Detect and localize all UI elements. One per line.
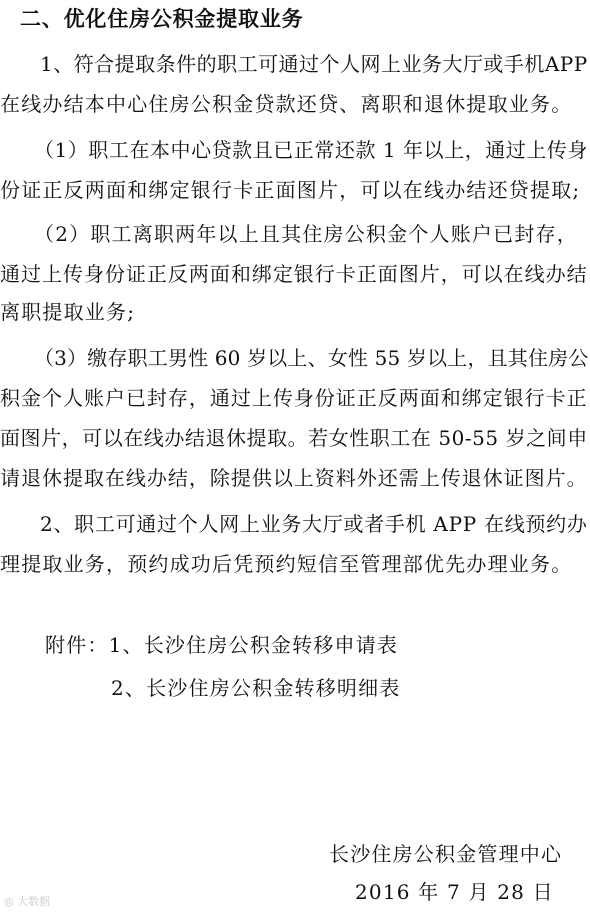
issue-date: 2016 年 7 月 28 日 [355, 880, 554, 904]
sub-item-2-line-1: （2）职工离职两年以上且其住房公积金个人账户已封存， [34, 222, 578, 246]
attachment-2: 2、长沙住房公积金转移明细表 [111, 676, 401, 700]
sub-item-2-line-3: 离职提取业务; [0, 300, 136, 324]
sub-item-1-line-2: 份证正反两面和绑定银行卡正面图片，可以在线办结还贷提取; [0, 178, 581, 202]
item-2-line-2: 理提取业务，预约成功后凭预约短信至管理部优先办理业务。 [0, 552, 573, 576]
watermark-text: 大数据 [17, 895, 51, 908]
sub-item-3-line-4: 请退休提取在线办结，除提供以上资料外还需上传退休证图片。 [0, 466, 588, 490]
issuing-organization: 长沙住房公积金管理中心 [329, 842, 563, 866]
attachment-1: 附件：1、长沙住房公积金转移申请表 [45, 633, 399, 657]
watermark [4, 893, 50, 909]
sub-item-3-line-3: 面图片，可以在线办结退休提取。若女性职工在 50-55 岁之间申 [0, 426, 588, 450]
item-1-line-1: 1、符合提取条件的职工可通过个人网上业务大厅或手机APP [40, 52, 588, 76]
weibo-logo-icon: ◎ [4, 895, 14, 908]
section-heading: 二、优化住房公积金提取业务 [20, 7, 304, 31]
item-1-line-2: 在线办结本中心住房公积金贷款还贷、离职和退休提取业务。 [0, 92, 573, 116]
sub-item-3-line-1: （3）缴存职工男性 60 岁以上、女性 55 岁以上，且其住房公 [34, 346, 589, 370]
sub-item-2-line-2: 通过上传身份证正反两面和绑定银行卡正面图片，可以在线办结 [0, 262, 588, 286]
sub-item-1-line-1: （1）职工在本中心贷款且已正常还款 1 年以上，通过上传身 [34, 138, 588, 162]
sub-item-3-line-2: 积金个人账户已封存，通过上传身份证正反两面和绑定银行卡正 [0, 386, 588, 410]
item-2-line-1: 2、职工可通过个人网上业务大厅或者手机 APP 在线预约办 [40, 512, 588, 536]
